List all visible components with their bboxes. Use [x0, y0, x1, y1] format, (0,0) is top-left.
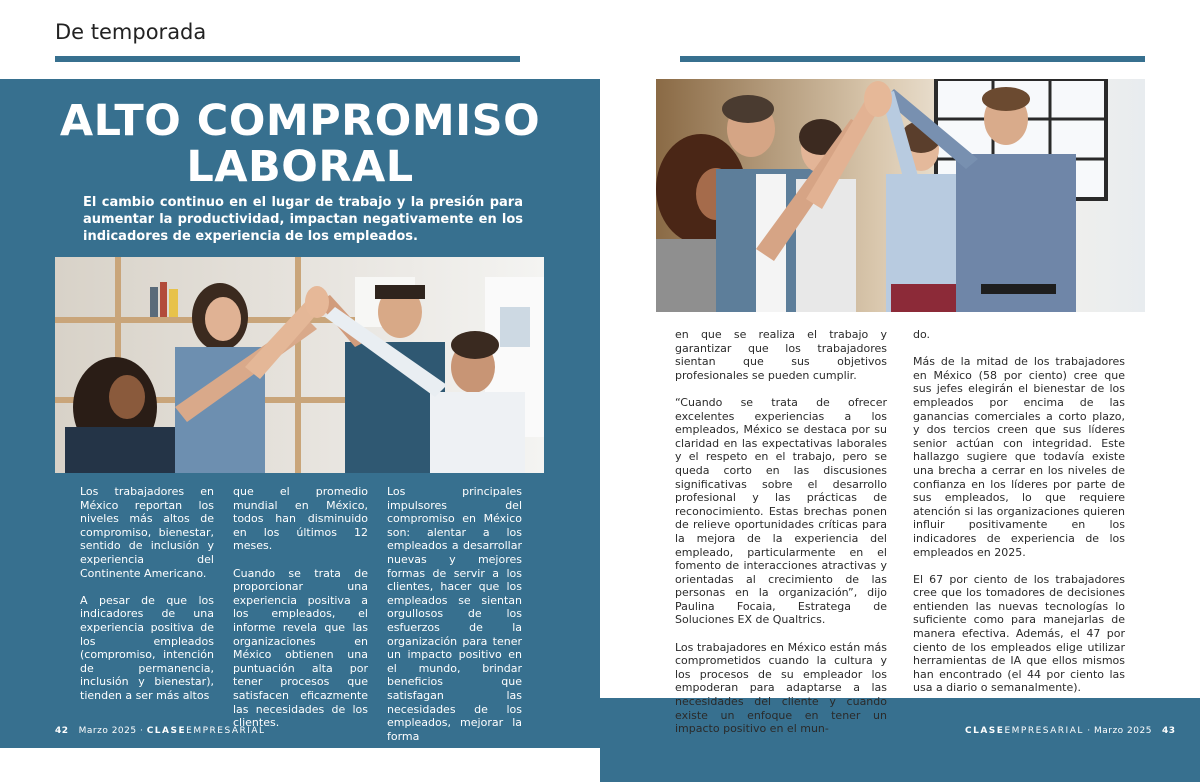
top-rule-right [680, 56, 1145, 62]
right-col-1-paragraph: “Cuando se trata de ofrecer excelentes experiencias a los empleados, México se destaca por su claridad en las expectativas laborales y el respeto en el trabajo, pero se queda corto en las discusiones significativas sobre el desarrollo profesional y las prácticas de reconocimiento. Estas brechas ponen de relieve oportunidades críticas para la mejora de la experiencia del empleado, particularmente en el fomento de interacciones atractivas y orientadas al crecimiento de las personas en la organización”, dijo Paulina Focaia, Estratega de Soluciones EX de Qualtrics. [675, 395, 887, 627]
left-col-2-paragraph: Cuando se trata de proporcionar una experiencia positiva a los empleados, el informe revela que las organizaciones en México obtienen una puntuación alta por tener procesos que satisfacen eficazmente las necesidades de los clientes. [233, 566, 368, 730]
right-column-1 [675, 328, 887, 749]
footer-left-date: Marzo 2025 · [78, 726, 144, 736]
section-label: De temporada [55, 20, 207, 44]
right-column-2 [913, 328, 1125, 709]
left-col-1-paragraph: A pesar de que los indicadores de una experiencia positiva de los empleados (compromiso, intención de permanencia, inclusión y bienestar), tienden a ser más altos [80, 593, 214, 702]
top-rule-left [55, 56, 520, 62]
headline-line-1: ALTO COMPROMISO [59, 96, 541, 146]
page-number-right: 43 [1162, 726, 1176, 736]
page-number-left: 42 [55, 726, 69, 736]
right-col-2-paragraph: do. [913, 328, 931, 341]
team-high-five-photo-left [55, 257, 544, 473]
article-deck: El cambio continuo en el lugar de trabajo y la presión para aumentar la productividad, impactan negativamente en los indicadores de experiencia de los empleados. [83, 195, 523, 244]
left-column-1 [80, 485, 214, 716]
right-col-2-paragraph: El 67 por ciento de los trabajadores cree que los tomadores de decisiones entienden las nuevas tecnologías lo suficiente como para manejarlas de manera efectiva. Además, el 47 por ciento de los empleados elige utilizar herramientas de IA que ellos mismos han encontrado (el 44 por ciento las usa a diario o semanalmente). [913, 572, 1125, 695]
left-column-3 [387, 485, 522, 757]
footer-right-brand-bold: CLASE [965, 726, 1005, 736]
right-col-2-paragraph: Más de la mitad de los trabajadores en México (58 por ciento) cree que sus jefes elegirán el bienestar de los empleados por encima de las ganancias comerciales a corto plazo, y dos tercios creen que sus líderes senior actúan con integridad. Este hallazgo sugiere que todavía existe una brecha a cerrar en los niveles de confianza en los líderes por parte de sus empleados, lo que requiere atención si las organizaciones quieren influir positivamente en los indicadores de experiencia de los empleados en 2025. [913, 355, 1125, 559]
footer-right [965, 726, 1176, 736]
footer-left-brand-light: EMPRESARIAL [186, 726, 266, 736]
headline-line-2: LABORAL [186, 142, 414, 192]
team-high-five-photo-right [656, 79, 1145, 312]
left-column-2 [233, 485, 368, 743]
left-col-1-paragraph: Los trabajadores en México reportan los niveles más altos de compromiso, bienestar, sentido de inclusión y experiencia del Continente Americano. [80, 485, 214, 580]
article-headline [40, 98, 560, 190]
footer-right-brand-light: EMPRESARIAL [1004, 726, 1084, 736]
footer-left [55, 726, 266, 736]
left-col-3-paragraph: Los principales impulsores del compromiso en México son: alentar a los empleados a desarrollar nuevas y mejores formas de servir a los clientes, hacer que los empleados se sientan orgullosos de los esfuerzos de la organización para tener un impacto positivo en el mundo, brindar beneficios que satisfagan las necesidades de los empleados, mejorar la forma [387, 485, 522, 743]
footer-left-brand-bold: CLASE [146, 726, 187, 736]
right-col-1-paragraph: Los trabajadores en México están más comprometidos cuando la cultura y los procesos de su empleador los empoderan para adaptarse a las necesidades del cliente y cuando existe un enfoque en tener un impacto positivo en el mun- [675, 640, 887, 736]
left-col-2-paragraph: que el promedio mundial en México, todos han disminuido en los últimos 12 meses. [233, 485, 368, 553]
right-col-1-paragraph: en que se realiza el trabajo y garantizar que los trabajadores sientan que sus objetivos profesionales se pueden cumplir. [675, 328, 887, 382]
footer-right-date: · Marzo 2025 [1087, 726, 1152, 736]
